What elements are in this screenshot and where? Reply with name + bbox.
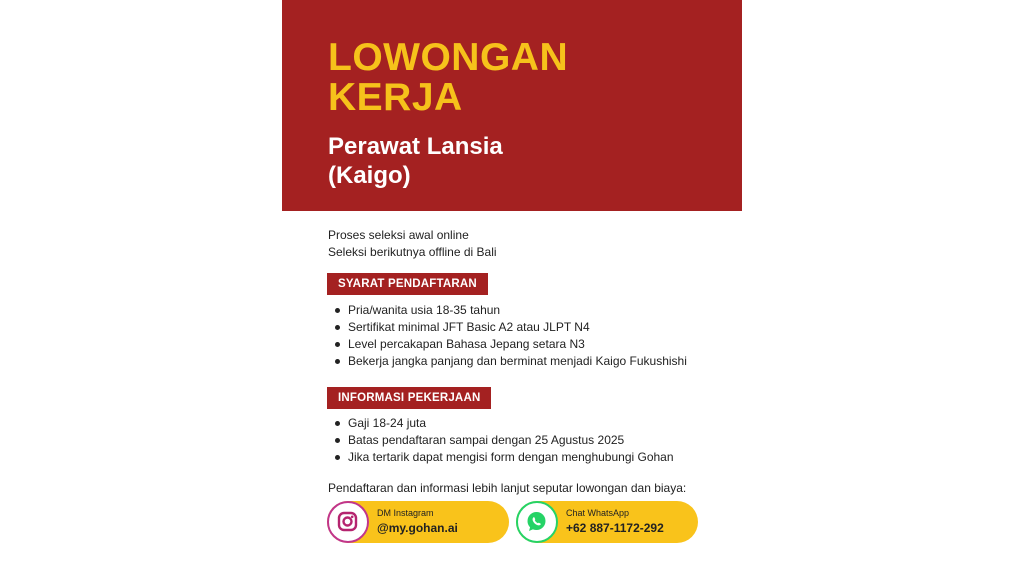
- instagram-handle: @my.gohan.ai: [377, 521, 458, 535]
- job-subtitle: [328, 132, 708, 190]
- instagram-icon: [329, 503, 366, 540]
- list-item: Gaji 18-24 juta: [332, 415, 674, 432]
- list-item: Bekerja jangka panjang dan berminat menjadi Kaigo Fukushishi: [332, 353, 687, 370]
- list-item: Jika tertarik dapat mengisi form dengan menghubungi Gohan: [332, 449, 674, 466]
- whatsapp-number: +62 887-1172-292: [566, 521, 664, 535]
- requirements-heading: SYARAT PENDAFTARAN: [327, 273, 488, 295]
- list-item: Sertifikat minimal JFT Basic A2 atau JLPT N4: [332, 319, 687, 336]
- whatsapp-badge: [516, 501, 558, 543]
- whatsapp-contact-button[interactable]: [516, 501, 698, 543]
- instagram-badge: [327, 501, 369, 543]
- job-info-heading: INFORMASI PEKERJAAN: [327, 387, 491, 409]
- list-item: Pria/wanita usia 18-35 tahun: [332, 302, 687, 319]
- whatsapp-label: Chat WhatsApp: [566, 508, 630, 518]
- instagram-label: DM Instagram: [377, 508, 434, 518]
- subtitle-line-1: Perawat Lansia: [328, 133, 503, 160]
- job-poster: [282, 0, 742, 576]
- title-line-1: LOWONGAN: [328, 36, 569, 79]
- contact-note: Pendaftaran dan informasi lebih lanjut seputar lowongan dan biaya:: [328, 481, 687, 495]
- page-title: [328, 38, 708, 118]
- whatsapp-icon: [518, 503, 555, 540]
- header-banner: [282, 0, 742, 211]
- subtitle-line-2: (Kaigo): [328, 162, 411, 189]
- title-line-2: KERJA: [328, 76, 463, 119]
- intro-line-1: Proses seleksi awal online: [328, 228, 469, 242]
- intro-line-2: Seleksi berikutnya offline di Bali: [328, 245, 497, 259]
- requirements-list: [332, 302, 687, 370]
- list-item: Batas pendaftaran sampai dengan 25 Agustus 2025: [332, 432, 674, 449]
- list-item: Level percakapan Bahasa Jepang setara N3: [332, 336, 687, 353]
- instagram-contact-button[interactable]: [327, 501, 509, 543]
- job-info-list: [332, 415, 674, 466]
- intro-text: [328, 227, 497, 261]
